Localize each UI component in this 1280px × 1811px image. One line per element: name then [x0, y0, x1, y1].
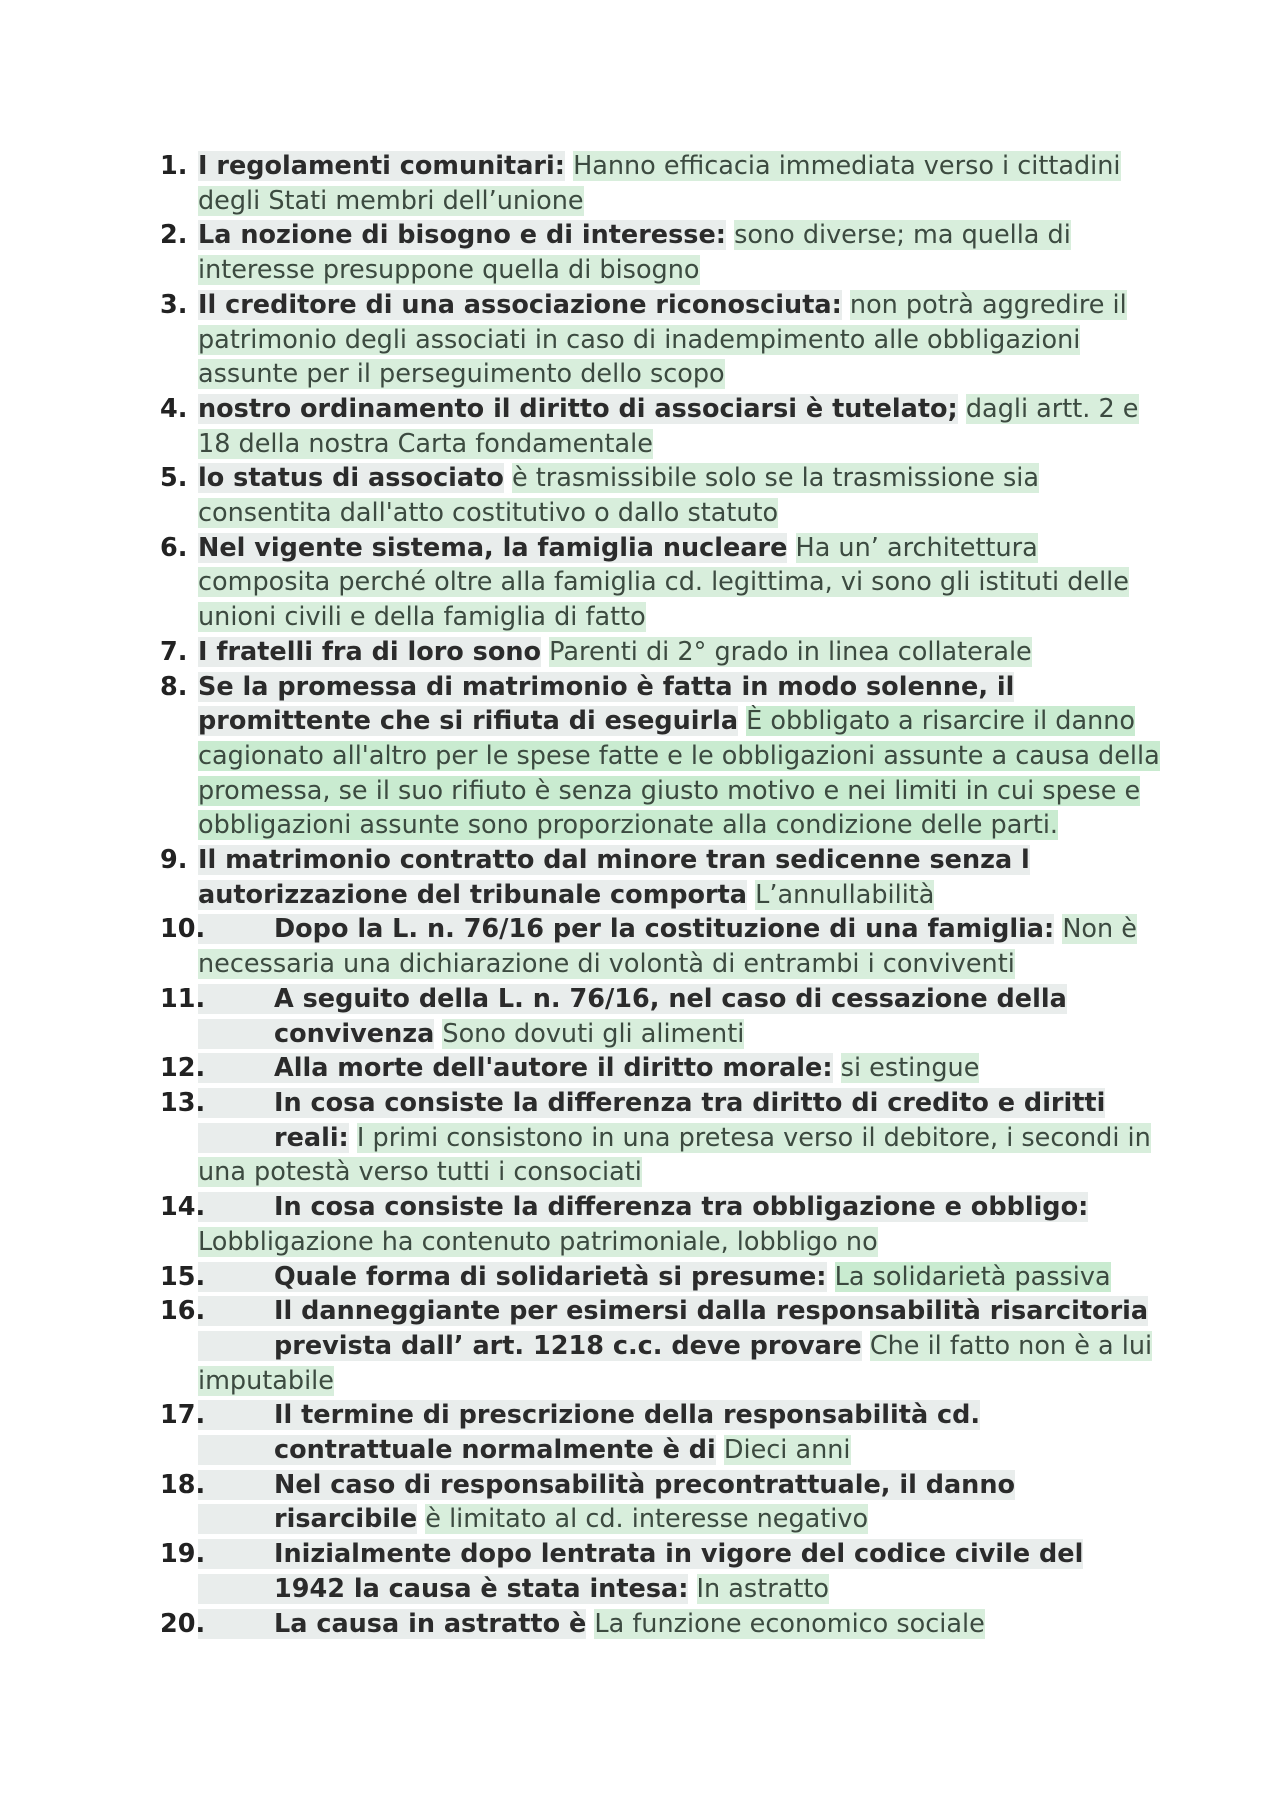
item-number: 3.	[160, 289, 188, 320]
item-number: 7.	[160, 636, 188, 667]
item-number: 18.	[160, 1469, 206, 1500]
answer-text: Hanno efficacia immediata verso i cittadini degli Stati membri dell’unione	[198, 151, 1121, 216]
item-number: 17.	[160, 1400, 206, 1431]
list-item	[160, 982, 1160, 1051]
question-text: Dopo la L. n. 76/16 per la costituzione di una famiglia:	[198, 914, 1054, 944]
answer-text: Sono dovuti gli alimenti	[442, 1018, 745, 1049]
question-text: Il matrimonio contratto dal minore tran sedicenne senza l autorizzazione del tribunale comporta	[198, 845, 1030, 910]
answer-text: È obbligato a risarcire il danno cagionato all'altro per le spese fatte e le obbligazioni assunte a causa della promessa, se il suo rifiuto è senza giusto motivo e nei limiti in cui spese e obbligazioni assunte sono proporzionate alla condizione delle parti.	[198, 706, 1160, 841]
question-text: I fratelli fra di loro sono	[198, 636, 542, 667]
list-item	[160, 843, 1160, 912]
list-item	[160, 1398, 1160, 1467]
question-text: In cosa consiste la differenza tra diritto di credito e diritti reali:	[198, 1088, 1105, 1153]
question-text: Quale forma di solidarietà si presume:	[198, 1262, 827, 1292]
answer-text: è limitato al cd. interesse negativo	[425, 1504, 869, 1535]
answer-text: I primi consistono in una pretesa verso il debitore, i secondi in una potestà verso tutti i consociati	[198, 1122, 1151, 1188]
answer-text: Parenti di 2° grado in linea collaterale	[549, 636, 1032, 667]
question-text: Il danneggiante per esimersi dalla responsabilità risarcitoria prevista dall’ art. 1218 c.c. deve provare	[198, 1296, 1148, 1361]
answer-text: La solidarietà passiva	[834, 1261, 1111, 1292]
list-item	[160, 1468, 1160, 1537]
answer-text: Lobbligazione ha contenuto patrimoniale, lobbligo no	[198, 1226, 878, 1257]
item-number: 14.	[160, 1192, 206, 1223]
item-number: 4.	[160, 393, 188, 424]
item-number: 20.	[160, 1608, 206, 1639]
question-text: Il termine di prescrizione della responsabilità cd. contrattuale normalmente è di	[198, 1400, 980, 1465]
list-item	[160, 288, 1160, 392]
answer-text: Non è necessaria una dichiarazione di volontà di entrambi i conviventi	[198, 914, 1137, 980]
answer-text: L’annullabilità	[755, 879, 935, 910]
list-item	[160, 1607, 1160, 1642]
question-text: Se la promessa di matrimonio è fatta in modo solenne, il promittente che si rifiuta di eseguirla	[198, 671, 1015, 737]
list-item	[160, 1294, 1160, 1398]
item-number: 5.	[160, 463, 188, 494]
answer-text: sono diverse; ma quella di interesse presuppone quella di bisogno	[198, 220, 1071, 286]
answer-text: Ha un’ architettura composita perché oltre alla famiglia cd. legittima, vi sono gli istituti delle unioni civili e della famiglia di fatto	[198, 532, 1129, 633]
item-number: 13.	[160, 1087, 206, 1118]
item-number: 16.	[160, 1296, 206, 1327]
answer-text: In astratto	[696, 1573, 829, 1604]
item-number: 15.	[160, 1261, 206, 1292]
question-text: Inizialmente dopo lentrata in vigore del codice civile del 1942 la causa è stata intesa:	[198, 1539, 1083, 1604]
item-number: 12.	[160, 1053, 206, 1084]
answer-text: è trasmissibile solo se la trasmissione sia consentita dall'atto costitutivo o dallo statuto	[198, 463, 1039, 529]
item-number: 2.	[160, 220, 188, 251]
list-item	[160, 531, 1160, 635]
item-number: 9.	[160, 845, 188, 876]
question-text: A seguito della L. n. 76/16, nel caso di cessazione della convivenza	[198, 984, 1067, 1049]
list-item	[160, 392, 1160, 461]
list-item	[160, 1260, 1160, 1295]
list-item	[160, 635, 1160, 670]
list-item	[160, 1086, 1160, 1190]
question-text: I regolamenti comunitari:	[198, 151, 565, 181]
answer-text: si estingue	[840, 1053, 980, 1084]
item-number: 11.	[160, 983, 206, 1014]
answer-text: Dieci anni	[723, 1435, 851, 1466]
question-text: Nel caso di responsabilità precontrattuale, il danno risarcibile	[198, 1470, 1015, 1535]
question-text: La causa in astratto è	[198, 1609, 586, 1639]
item-number: 10.	[160, 914, 206, 945]
list-item	[160, 149, 1160, 218]
item-number: 6.	[160, 532, 188, 563]
question-text: In cosa consiste la differenza tra obbligazione e obbligo:	[198, 1192, 1088, 1222]
item-number: 19.	[160, 1539, 206, 1570]
answer-text: Che il fatto non è a lui imputabile	[198, 1330, 1153, 1396]
question-text: lo status di associato	[198, 463, 504, 494]
item-number: 8.	[160, 671, 188, 702]
answer-text: dagli artt. 2 e 18 della nostra Carta fondamentale	[198, 393, 1139, 459]
item-number: 1.	[160, 151, 188, 181]
question-text: nostro ordinamento il diritto di associarsi è tutelato;	[198, 393, 958, 424]
question-text: Il creditore di una associazione riconosciuta:	[198, 289, 842, 320]
list-item	[160, 1537, 1160, 1606]
list-item	[160, 218, 1160, 287]
question-text: La nozione di bisogno e di interesse:	[198, 220, 726, 251]
qa-list	[160, 149, 1160, 1641]
question-text: Nel vigente sistema, la famiglia nucleare	[198, 532, 788, 563]
list-item	[160, 1190, 1160, 1259]
list-item	[160, 670, 1160, 844]
list-item	[160, 461, 1160, 530]
question-text: Alla morte dell'autore il diritto morale:	[198, 1053, 833, 1083]
list-item	[160, 912, 1160, 981]
list-item	[160, 1051, 1160, 1086]
answer-text: La funzione economico sociale	[594, 1608, 985, 1639]
answer-text: non potrà aggredire il patrimonio degli associati in caso di inadempimento alle obbligazioni assunte per il perseguimento dello scopo	[198, 289, 1127, 390]
